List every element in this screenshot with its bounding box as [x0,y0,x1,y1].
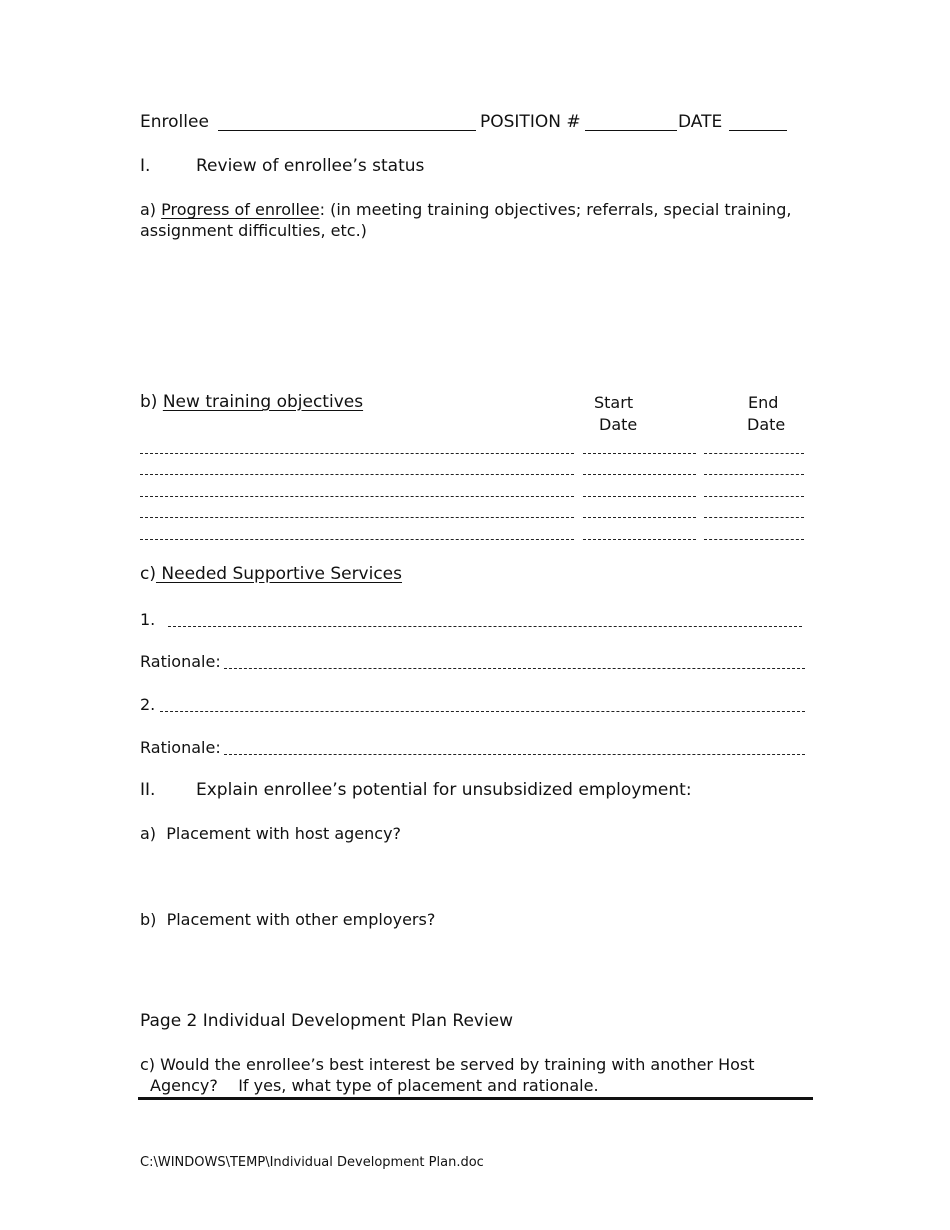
progress-prompt-rest: : (in meeting training objectives; referrals, special training, [319,200,792,219]
section-1-title: Review of enrollee’s status [196,156,425,176]
needed-supportive-services-label: Needed Supportive Services [155,564,403,584]
host-agency-question-line1: c) Would the enrollee’s best interest be served by training with another Host [140,1055,755,1074]
end-date-field[interactable] [704,473,804,475]
rationale-2-field[interactable] [224,753,805,755]
section-1-number: I. [140,156,151,176]
date-label: DATE [678,112,723,132]
answer-rule [138,1097,813,1100]
progress-of-enrollee-heading: Progress of enrollee [161,200,320,219]
date-field[interactable] [729,116,787,131]
end-date-field[interactable] [704,452,804,454]
end-date-field[interactable] [704,495,804,497]
rationale-1-label: Rationale: [140,652,221,671]
rationale-1-field[interactable] [224,667,805,669]
position-field[interactable] [585,116,677,131]
progress-prefix: a) [140,200,157,219]
section-2-title: Explain enrollee’s potential for unsubsidized employment: [196,780,692,800]
placement-other-employers: b) Placement with other employers? [140,910,436,929]
end-date-header-2: Date [747,415,786,434]
end-date-header-1: End [748,393,779,412]
service-2-number: 2. [140,695,156,714]
end-date-field[interactable] [704,516,804,518]
enrollee-label: Enrollee [140,112,209,132]
objective-field[interactable] [140,473,574,475]
training-prefix: b) [140,392,158,412]
start-date-header-2: Date [599,415,638,434]
start-date-field[interactable] [583,538,696,540]
rationale-2-label: Rationale: [140,738,221,757]
supportive-prefix: c) [140,564,156,584]
host-agency-question-line2: Agency? If yes, what type of placement and rationale. [150,1076,599,1095]
page-2-heading: Page 2 Individual Development Plan Review [140,1011,514,1031]
training-objectives-heading [140,392,363,412]
service-1-number: 1. [140,610,156,629]
start-date-field[interactable] [583,473,696,475]
end-date-field[interactable] [704,538,804,540]
supportive-services-heading [140,564,402,584]
position-label: POSITION # [480,112,581,132]
placement-host-agency: a) Placement with host agency? [140,824,402,843]
start-date-field[interactable] [583,495,696,497]
service-2-field[interactable] [160,710,805,712]
start-date-field[interactable] [583,452,696,454]
objective-field[interactable] [140,516,574,518]
new-training-objectives-label: New training objectives [162,392,364,412]
progress-prompt-line2: assignment difficulties, etc.) [140,221,367,240]
objective-field[interactable] [140,495,574,497]
file-path-footer: C:\WINDOWS\TEMP\Individual Development Plan.doc [140,1155,484,1170]
section-2-number: II. [140,780,156,800]
service-1-field[interactable] [168,625,802,627]
objective-field[interactable] [140,452,574,454]
start-date-header-1: Start [594,393,634,412]
enrollee-field[interactable] [218,116,476,131]
start-date-field[interactable] [583,516,696,518]
objective-field[interactable] [140,538,574,540]
progress-prompt-line1 [140,200,791,219]
